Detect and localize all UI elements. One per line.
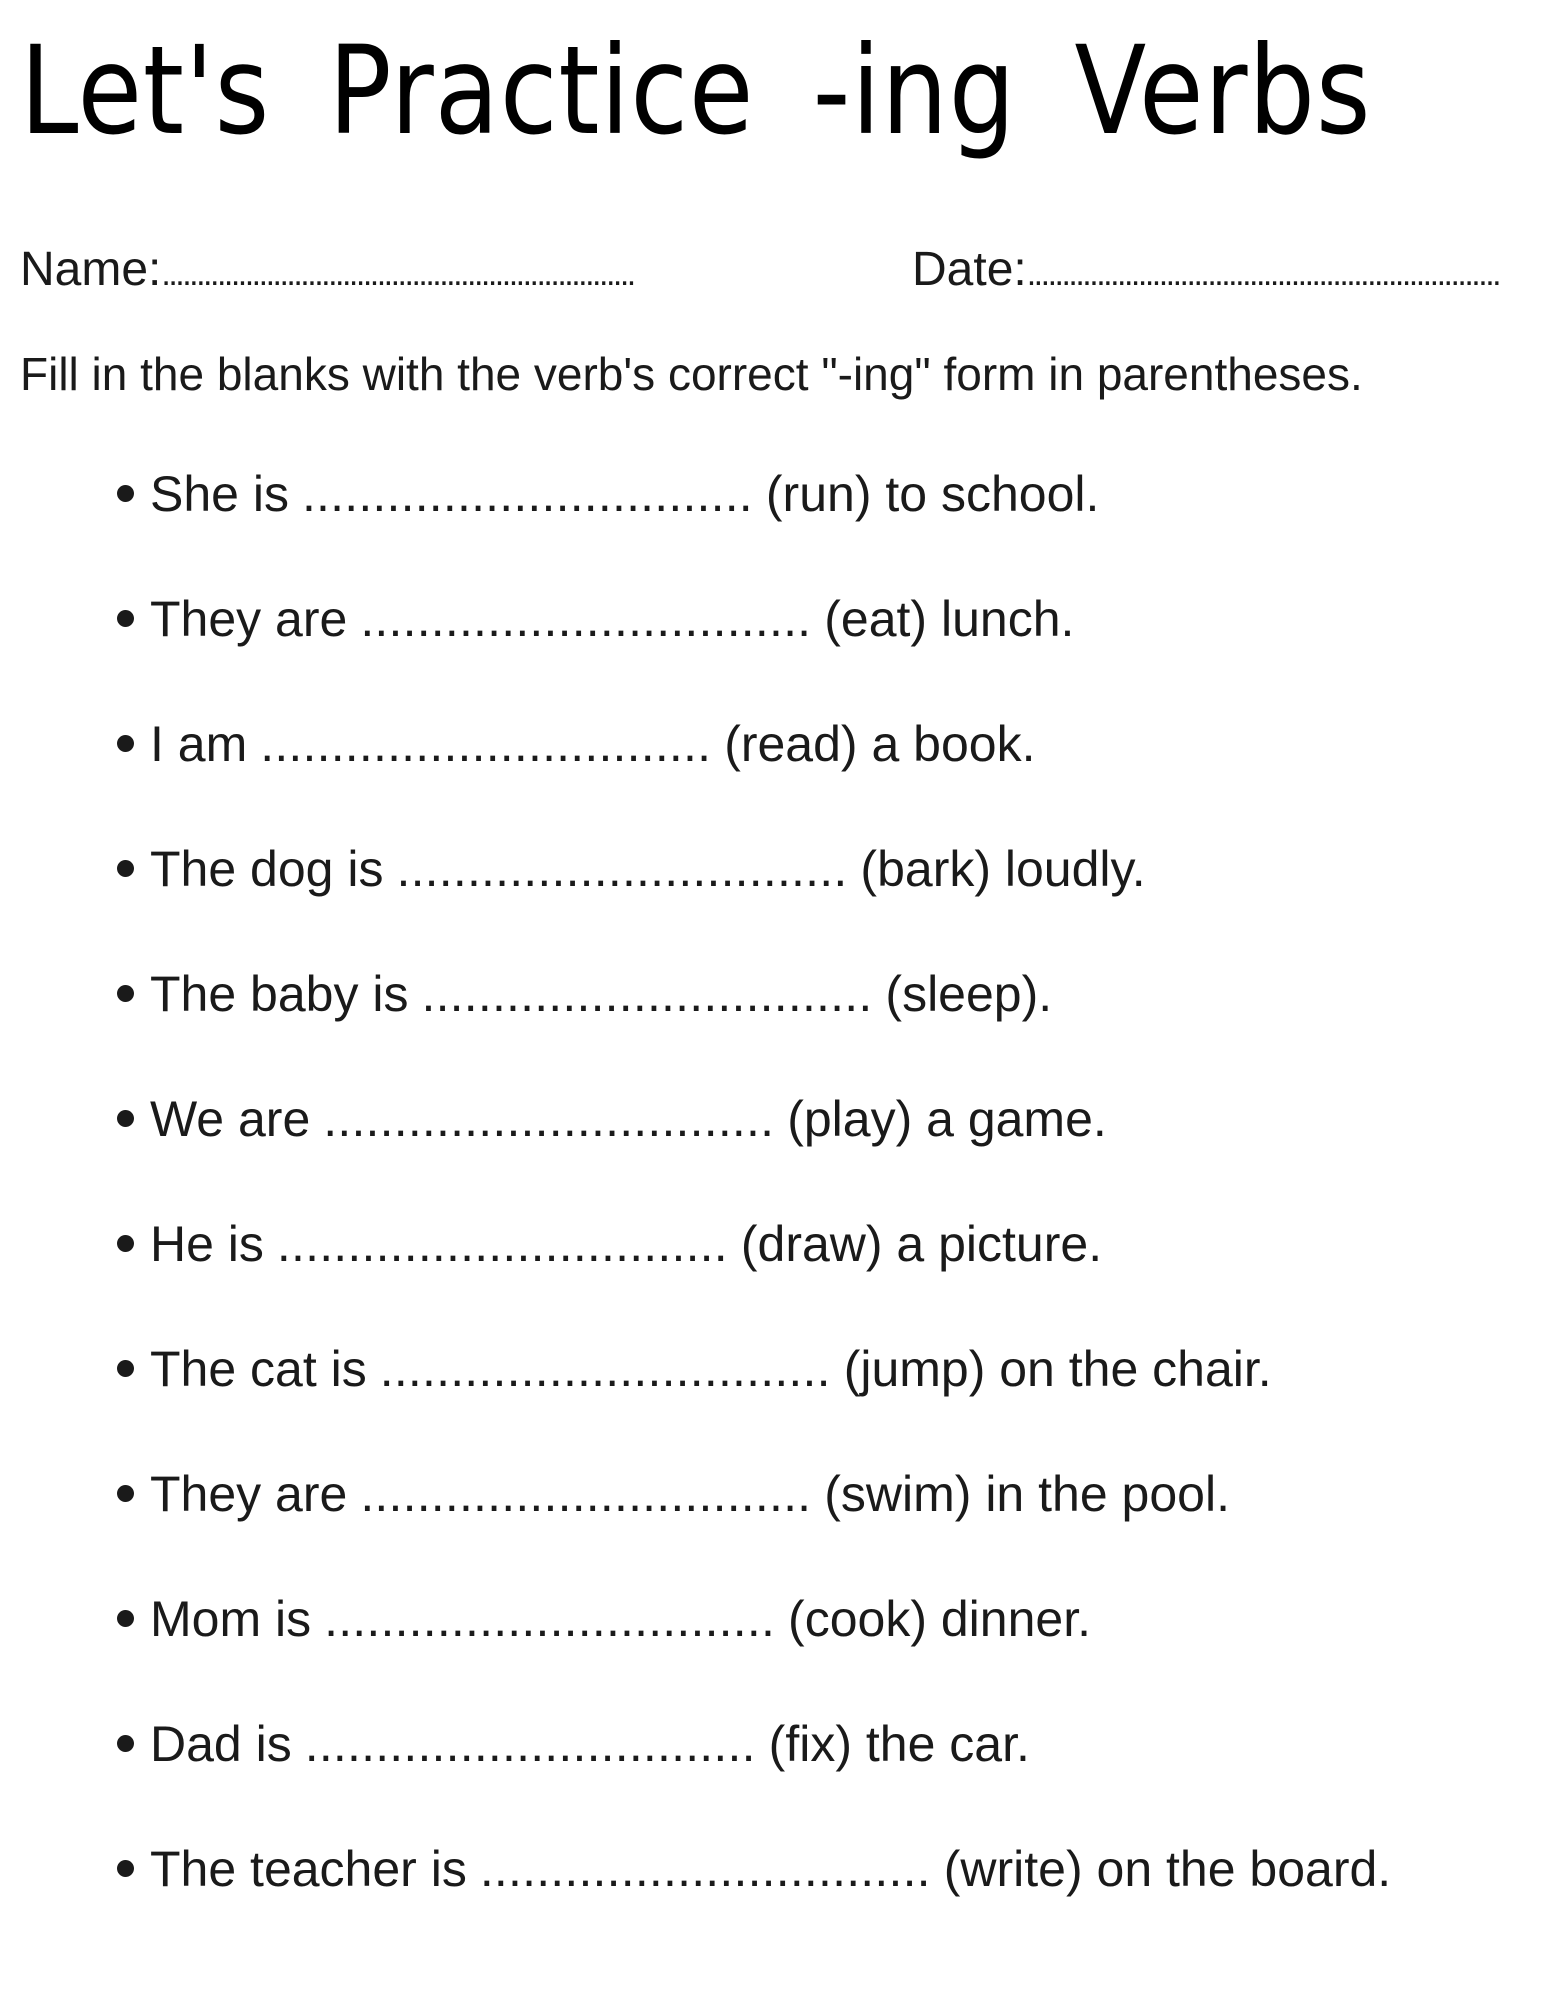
bullet-icon — [117, 735, 134, 752]
bullet-icon — [117, 1235, 134, 1252]
sentence-post: (run) to school. — [765, 466, 1100, 523]
sentence-list — [20, 464, 1530, 1899]
sentence-post: (write) on the board. — [943, 1841, 1392, 1898]
sentence-post: (read) a book. — [724, 716, 1036, 773]
date-field-group — [912, 241, 1530, 299]
list-item — [117, 1714, 1530, 1774]
sentence-post: (cook) dinner. — [788, 1591, 1091, 1648]
fill-blank: ................................ — [379, 1341, 831, 1398]
sentence-pre: Mom is — [150, 1591, 312, 1648]
sentence-pre: They are — [150, 591, 348, 648]
sentence-post: (eat) lunch. — [824, 591, 1075, 648]
list-item — [117, 1589, 1530, 1649]
date-blank-line: .................................................................... — [1026, 254, 1500, 293]
fill-blank: ................................ — [421, 966, 873, 1023]
page-title: Let's Practice -ing Verbs — [20, 20, 1372, 162]
sentence-pre: Dad is — [150, 1716, 292, 1773]
sentence-post: (sleep). — [885, 966, 1053, 1023]
list-item — [117, 1089, 1530, 1149]
bullet-icon — [117, 610, 134, 627]
instruction-text: Fill in the blanks with the verb's correct "-ing" form in parentheses. — [20, 348, 1363, 401]
list-item — [117, 589, 1530, 649]
sentence-pre: He is — [150, 1216, 264, 1273]
fill-blank: ................................ — [396, 841, 848, 898]
name-label: Name: — [20, 242, 162, 296]
name-field-group — [20, 241, 665, 299]
bullet-icon — [117, 1485, 134, 1502]
name-blank-line: .................................................................... — [161, 254, 634, 293]
sentence-pre: She is — [150, 466, 289, 523]
list-item — [117, 839, 1530, 899]
date-label: Date: — [912, 242, 1027, 296]
list-item — [117, 464, 1530, 524]
fill-blank: ................................ — [479, 1841, 931, 1898]
sentence-pre: They are — [150, 1466, 348, 1523]
bullet-icon — [117, 1735, 134, 1752]
sentence-post: (jump) on the chair. — [843, 1341, 1272, 1398]
fill-blank: ................................ — [276, 1216, 728, 1273]
sentence-pre: The dog is — [150, 841, 384, 898]
sentence-pre: I am — [150, 716, 248, 773]
fill-blank: ................................ — [360, 1466, 812, 1523]
sentence-post: (fix) the car. — [768, 1716, 1030, 1773]
sentence-pre: The baby is — [150, 966, 409, 1023]
fill-blank: ................................ — [304, 1716, 756, 1773]
sentence-pre: The cat is — [150, 1341, 367, 1398]
fill-blank: ................................ — [301, 466, 753, 523]
bullet-icon — [117, 1860, 134, 1877]
bullet-icon — [117, 1110, 134, 1127]
list-item — [117, 1464, 1530, 1524]
bullet-icon — [117, 1360, 134, 1377]
bullet-icon — [117, 485, 134, 502]
fill-blank: ................................ — [360, 591, 812, 648]
list-item — [117, 1339, 1530, 1399]
sentence-post: (play) a game. — [787, 1091, 1107, 1148]
list-item — [117, 1214, 1530, 1274]
sentence-post: (bark) loudly. — [860, 841, 1146, 898]
name-date-row — [20, 241, 1530, 299]
fill-blank: ................................ — [323, 1091, 775, 1148]
sentence-pre: The teacher is — [150, 1841, 467, 1898]
list-item — [117, 1839, 1530, 1899]
sentence-post: (draw) a picture. — [740, 1216, 1103, 1273]
fill-blank: ................................ — [260, 716, 712, 773]
bullet-icon — [117, 1610, 134, 1627]
bullet-icon — [117, 985, 134, 1002]
bullet-icon — [117, 860, 134, 877]
sentence-pre: We are — [150, 1091, 311, 1148]
list-item — [117, 964, 1530, 1024]
sentence-post: (swim) in the pool. — [824, 1466, 1230, 1523]
list-item — [117, 714, 1530, 774]
fill-blank: ................................ — [324, 1591, 776, 1648]
